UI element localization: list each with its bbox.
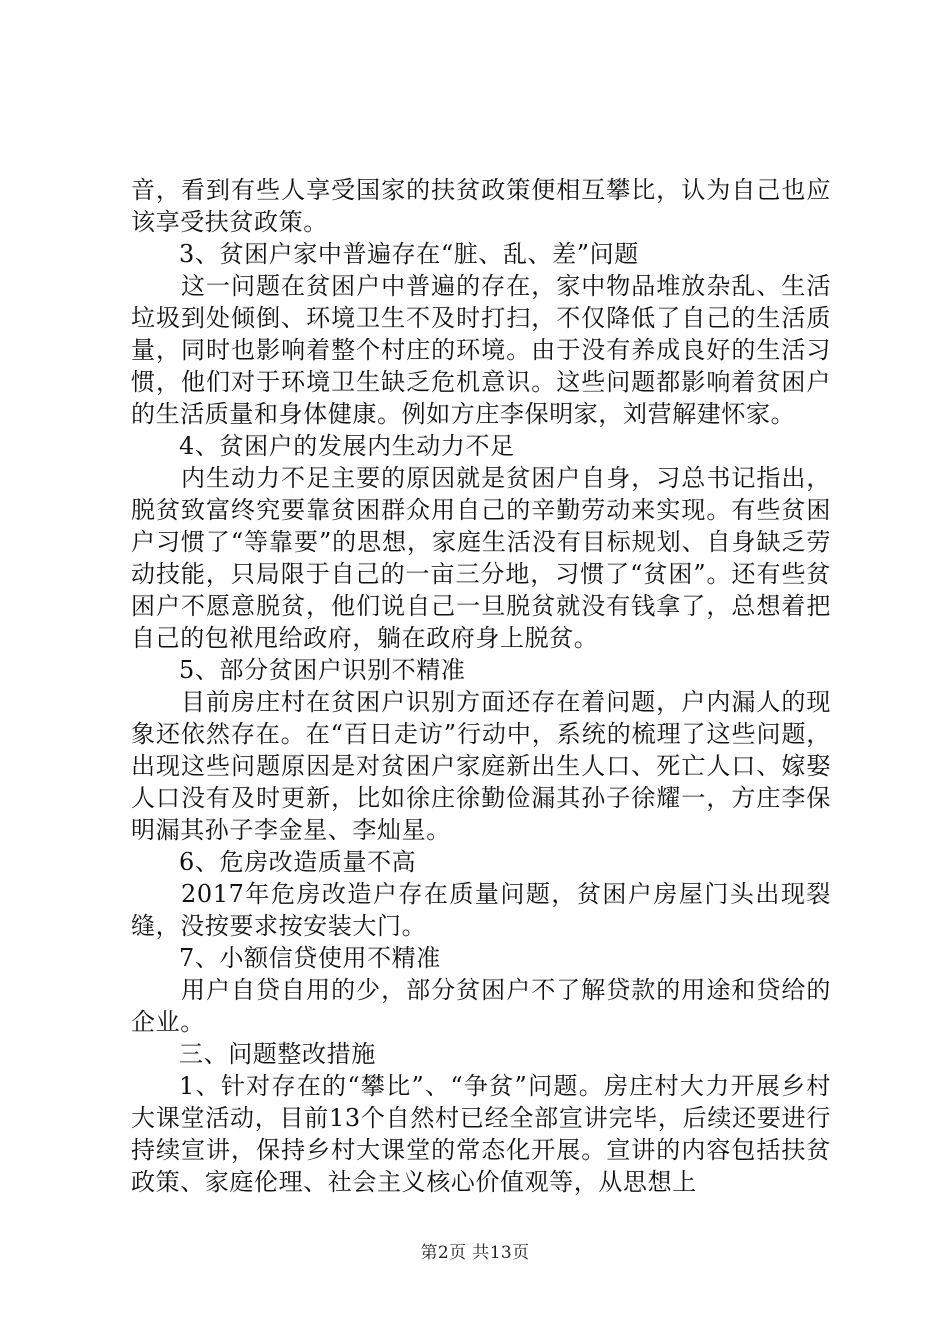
paragraph-motivation: 内生动力不足主要的原因就是贫困户自身，习总书记指出，脱贫致富终究要靠贫困群众用自己的辛勤劳动来实现。有些贫困户习惯了“等靠要”的思想，家庭生活没有目标规划、自身缺乏劳动技能，只局限于自己的一亩三分地，习惯了“贫困”。还有些贫困户不愿意脱贫，他们说自己一旦脱贫就没有钱拿了，总想着把自己的包袱甩给政府，躺在政府身上脱贫。 [131, 464, 831, 652]
section-heading-6: 6、危房改造质量不高 [179, 848, 417, 876]
chapter-heading-measures: 三、问题整改措施 [179, 1040, 376, 1068]
section-heading-3: 3、贫困户家中普遍存在“脏、乱、差”问题 [179, 240, 639, 268]
paragraph-measure-1: 1、针对存在的“攀比”、“争贫”问题。房庄村大力开展乡村大课堂活动，目前13个自然村已经全部宣讲完毕，后续还要进行持续宣讲，保持乡村大课堂的常态化开展。宣讲的内容包括扶贫政策、家庭伦理、社会主义核心价值观等，从思想上 [131, 1072, 831, 1196]
paragraph-hygiene: 这一问题在贫困户中普遍的存在，家中物品堆放杂乱、生活垃圾到处倾倒、环境卫生不及时打扫，不仅降低了自己的生活质量，同时也影响着整个村庄的环境。由于没有养成良好的生活习惯，他们对于环境卫生缺乏危机意识。这些问题都影响着贫困户的生活质量和身体健康。例如方庄李保明家，刘营解建怀家。 [131, 272, 831, 428]
paragraph-microcredit: 用户自贷自用的少，部分贫困户不了解贷款的用途和贷给的企业。 [131, 976, 831, 1036]
section-heading-7: 7、小额信贷使用不精准 [179, 944, 441, 972]
paragraph-continued: 音，看到有些人享受国家的扶贫政策便相互攀比，认为自己也应该享受扶贫政策。 [131, 176, 831, 236]
paragraph-identification: 目前房庄村在贫困户识别方面还存在着问题，户内漏人的现象还依然存在。在“百日走访”行动中，系统的梳理了这些问题，出现这些问题原因是对贫困户家庭新出生人口、死亡人口、嫁娶人口没有及时更新，比如徐庄徐勤俭漏其孙子徐耀一，方庄李保明漏其孙子李金星、李灿星。 [131, 688, 831, 844]
page-number-footer: 第2页 共13页 [420, 1243, 530, 1263]
section-heading-4: 4、贫困户的发展内生动力不足 [179, 432, 515, 460]
document-body [131, 174, 831, 1198]
section-heading-5: 5、部分贫困户识别不精准 [179, 656, 466, 684]
paragraph-housing: 2017年危房改造户存在质量问题，贫困户房屋门头出现裂缝，没按要求按安装大门。 [131, 880, 831, 940]
